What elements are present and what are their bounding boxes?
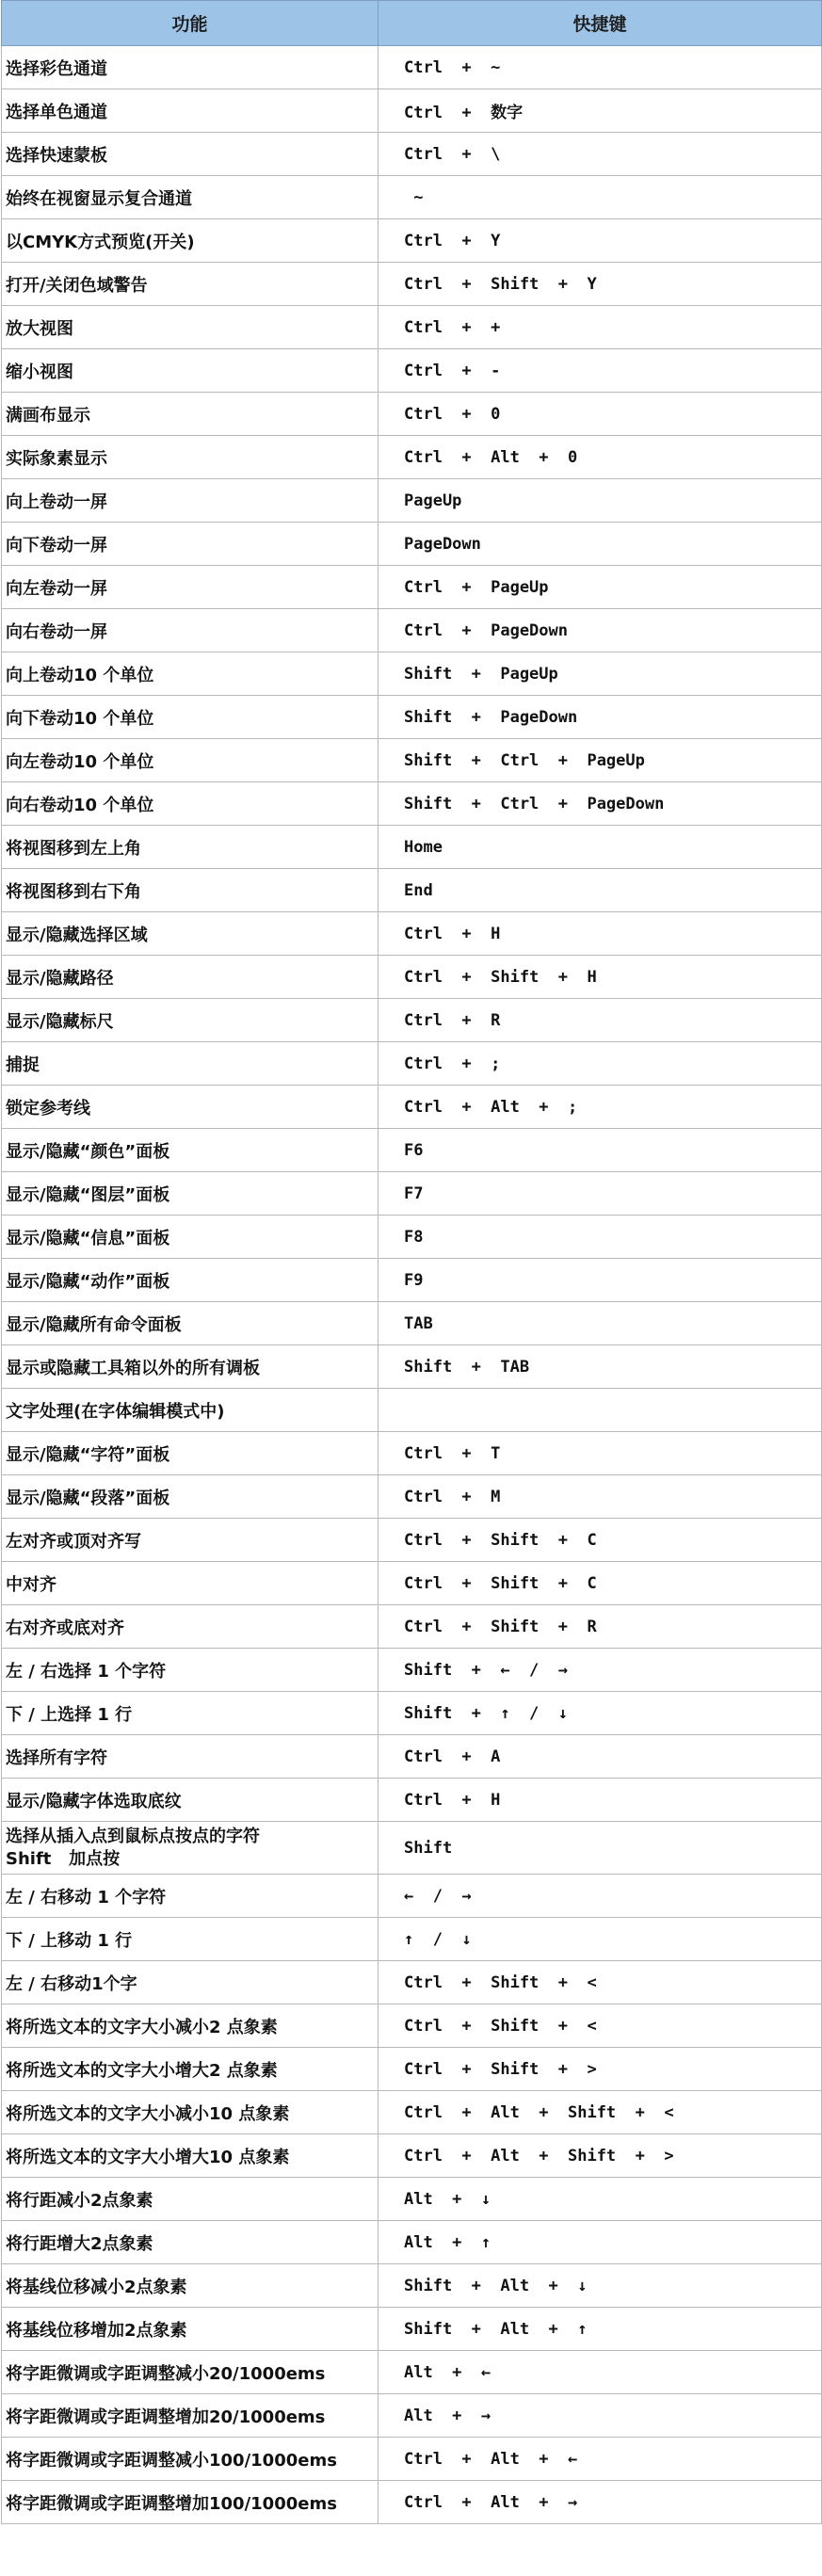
function-cell: 向左卷动10 个单位 <box>2 739 379 782</box>
function-cell: 将行距减小2点象素 <box>2 2178 379 2221</box>
table-row <box>2 263 822 306</box>
shortcut-cell: Ctrl + Alt + ← <box>379 2438 822 2481</box>
table-row <box>2 1475 822 1519</box>
table-row <box>2 566 822 609</box>
shortcut-cell: Home <box>379 826 822 869</box>
table-row <box>2 89 822 133</box>
table-row <box>2 652 822 696</box>
function-cell: 下 / 上移动 1 行 <box>2 1918 379 1961</box>
function-cell: 显示/隐藏标尺 <box>2 999 379 1042</box>
table-row <box>2 1875 822 1918</box>
table-row <box>2 2438 822 2481</box>
shortcut-cell: Ctrl + Alt + → <box>379 2481 822 2524</box>
shortcut-cell: Ctrl + H <box>379 1779 822 1822</box>
function-cell: 将视图移到左上角 <box>2 826 379 869</box>
shortcut-cell: Shift + Ctrl + PageDown <box>379 782 822 826</box>
shortcut-cell: Ctrl + Shift + R <box>379 1605 822 1649</box>
table-row <box>2 1822 822 1875</box>
table-row <box>2 2004 822 2048</box>
function-cell: 选择单色通道 <box>2 89 379 133</box>
shortcut-cell: Alt + ↓ <box>379 2178 822 2221</box>
shortcut-cell: Ctrl + Shift + C <box>379 1519 822 1562</box>
function-cell: 显示/隐藏“信息”面板 <box>2 1216 379 1259</box>
table-row <box>2 869 822 912</box>
shortcut-cell: Ctrl + Alt + Shift + > <box>379 2134 822 2178</box>
function-cell: 向下卷动一屏 <box>2 523 379 566</box>
function-cell: 左 / 右移动1个字 <box>2 1961 379 2004</box>
function-cell: 打开/关闭色域警告 <box>2 263 379 306</box>
shortcut-cell: TAB <box>379 1302 822 1345</box>
shortcut-cell: Ctrl + T <box>379 1432 822 1475</box>
table-row <box>2 1735 822 1779</box>
function-cell: 将视图移到右下角 <box>2 869 379 912</box>
table-row <box>2 1562 822 1605</box>
function-cell: 满画布显示 <box>2 393 379 436</box>
function-line-1: 选择从插入点到鼠标点按点的字符 <box>6 1826 260 1846</box>
shortcut-cell: Shift + TAB <box>379 1345 822 1389</box>
function-cell: 左对齐或顶对齐写 <box>2 1519 379 1562</box>
table-header-row <box>2 1 822 46</box>
shortcut-cell: PageUp <box>379 479 822 523</box>
shortcut-cell: Ctrl + Shift + < <box>379 1961 822 2004</box>
function-cell <box>2 1822 379 1875</box>
shortcut-cell: Shift + Alt + ↓ <box>379 2264 822 2308</box>
function-cell: 捕捉 <box>2 1042 379 1086</box>
shortcut-cell: Ctrl + Y <box>379 219 822 263</box>
shortcut-cell: Ctrl + - <box>379 349 822 393</box>
function-cell: 右对齐或底对齐 <box>2 1605 379 1649</box>
table-row <box>2 826 822 869</box>
shortcut-cell: Ctrl + ~ <box>379 46 822 89</box>
shortcut-cell: F8 <box>379 1216 822 1259</box>
shortcut-cell <box>379 1389 822 1432</box>
table-row <box>2 2308 822 2351</box>
function-cell: 向上卷动一屏 <box>2 479 379 523</box>
function-cell: 显示或隐藏工具箱以外的所有调板 <box>2 1345 379 1389</box>
function-cell: 显示/隐藏“动作”面板 <box>2 1259 379 1302</box>
function-cell: 显示/隐藏字体选取底纹 <box>2 1779 379 1822</box>
shortcut-cell: Ctrl + 数字 <box>379 89 822 133</box>
table-row <box>2 782 822 826</box>
table-row <box>2 393 822 436</box>
function-cell: 选择快速蒙板 <box>2 133 379 176</box>
shortcut-cell: Ctrl + Shift + Y <box>379 263 822 306</box>
shortcut-cell: F7 <box>379 1172 822 1216</box>
shortcut-column-header: 快捷键 <box>379 1 822 46</box>
shortcut-cell: Ctrl + + <box>379 306 822 349</box>
function-cell: 实际象素显示 <box>2 436 379 479</box>
table-row <box>2 176 822 219</box>
shortcut-cell: Ctrl + PageDown <box>379 609 822 652</box>
table-row <box>2 1042 822 1086</box>
table-row <box>2 696 822 739</box>
shortcut-cell: Shift <box>379 1822 822 1875</box>
shortcut-cell: ↑ / ↓ <box>379 1918 822 1961</box>
function-cell: 下 / 上选择 1 行 <box>2 1692 379 1735</box>
table-row <box>2 523 822 566</box>
shortcut-cell: Ctrl + H <box>379 912 822 956</box>
table-body <box>2 46 822 2524</box>
shortcut-cell: Ctrl + 0 <box>379 393 822 436</box>
table-row <box>2 306 822 349</box>
shortcut-cell: Shift + ← / → <box>379 1649 822 1692</box>
function-cell: 显示/隐藏“颜色”面板 <box>2 1129 379 1172</box>
shortcut-cell: Ctrl + Shift + H <box>379 956 822 999</box>
table-row <box>2 1432 822 1475</box>
shortcut-cell: Ctrl + A <box>379 1735 822 1779</box>
function-cell: 将基线位移减小2点象素 <box>2 2264 379 2308</box>
function-cell: 左 / 右移动 1 个字符 <box>2 1875 379 1918</box>
function-cell: 将所选文本的文字大小增大10 点象素 <box>2 2134 379 2178</box>
function-cell: 显示/隐藏“字符”面板 <box>2 1432 379 1475</box>
table-row <box>2 1692 822 1735</box>
function-cell: 将所选文本的文字大小增大2 点象素 <box>2 2048 379 2091</box>
table-row <box>2 1259 822 1302</box>
table-row <box>2 46 822 89</box>
shortcut-cell: Alt + → <box>379 2394 822 2438</box>
function-cell: 将行距增大2点象素 <box>2 2221 379 2264</box>
shortcut-cell: Ctrl + M <box>379 1475 822 1519</box>
table-row <box>2 956 822 999</box>
shortcut-cell: Shift + PageDown <box>379 696 822 739</box>
function-cell: 将所选文本的文字大小减小2 点象素 <box>2 2004 379 2048</box>
table-row <box>2 1129 822 1172</box>
function-cell: 放大视图 <box>2 306 379 349</box>
table-row <box>2 739 822 782</box>
function-cell: 将所选文本的文字大小减小10 点象素 <box>2 2091 379 2134</box>
table-row <box>2 2394 822 2438</box>
function-cell: 选择所有字符 <box>2 1735 379 1779</box>
function-cell: 显示/隐藏路径 <box>2 956 379 999</box>
table-row <box>2 1649 822 1692</box>
function-cell: 向右卷动10 个单位 <box>2 782 379 826</box>
shortcut-cell: Ctrl + ; <box>379 1042 822 1086</box>
shortcut-cell: Ctrl + Shift + < <box>379 2004 822 2048</box>
table-row <box>2 1216 822 1259</box>
function-cell: 显示/隐藏选择区域 <box>2 912 379 956</box>
table-row <box>2 999 822 1042</box>
function-cell: 锁定参考线 <box>2 1086 379 1129</box>
table-row <box>2 2048 822 2091</box>
function-cell: 将基线位移增加2点象素 <box>2 2308 379 2351</box>
function-cell: 将字距微调或字距调整减小100/1000ems <box>2 2438 379 2481</box>
function-cell: 将字距微调或字距调整增加100/1000ems <box>2 2481 379 2524</box>
table-row <box>2 349 822 393</box>
table-row <box>2 2091 822 2134</box>
table-row <box>2 1345 822 1389</box>
table-row <box>2 479 822 523</box>
table-row <box>2 2481 822 2524</box>
shortcut-cell: PageDown <box>379 523 822 566</box>
shortcut-cell: Shift + Alt + ↑ <box>379 2308 822 2351</box>
table-row <box>2 609 822 652</box>
shortcut-cell: End <box>379 869 822 912</box>
function-line-2: Shift 加点按 <box>6 1848 121 1869</box>
table-row <box>2 1961 822 2004</box>
function-cell: 将字距微调或字距调整减小20/1000ems <box>2 2351 379 2394</box>
table-row <box>2 1519 822 1562</box>
function-cell: 文字处理(在字体编辑模式中) <box>2 1389 379 1432</box>
shortcut-cell: Ctrl + Alt + Shift + < <box>379 2091 822 2134</box>
function-cell: 显示/隐藏所有命令面板 <box>2 1302 379 1345</box>
function-cell: 显示/隐藏“图层”面板 <box>2 1172 379 1216</box>
function-cell: 始终在视窗显示复合通道 <box>2 176 379 219</box>
shortcut-cell: Ctrl + R <box>379 999 822 1042</box>
function-cell: 选择彩色通道 <box>2 46 379 89</box>
table-row <box>2 2264 822 2308</box>
shortcut-cell: ← / → <box>379 1875 822 1918</box>
shortcut-cell: F9 <box>379 1259 822 1302</box>
table-row <box>2 436 822 479</box>
shortcut-cell: Ctrl + Alt + ; <box>379 1086 822 1129</box>
function-cell: 中对齐 <box>2 1562 379 1605</box>
shortcut-cell: Shift + ↑ / ↓ <box>379 1692 822 1735</box>
function-cell: 向上卷动10 个单位 <box>2 652 379 696</box>
shortcut-cell: F6 <box>379 1129 822 1172</box>
shortcut-cell: Ctrl + \ <box>379 133 822 176</box>
shortcut-cell: Ctrl + Alt + 0 <box>379 436 822 479</box>
table-row <box>2 1918 822 1961</box>
shortcut-cell: Alt + ← <box>379 2351 822 2394</box>
function-cell: 以CMYK方式预览(开关) <box>2 219 379 263</box>
table-row <box>2 1779 822 1822</box>
shortcut-cell: Ctrl + PageUp <box>379 566 822 609</box>
table-row <box>2 1605 822 1649</box>
table-row <box>2 912 822 956</box>
shortcut-cell: Ctrl + Shift + > <box>379 2048 822 2091</box>
table-row <box>2 2351 822 2394</box>
table-row <box>2 1302 822 1345</box>
table-row <box>2 133 822 176</box>
shortcut-cell: Shift + PageUp <box>379 652 822 696</box>
function-cell: 左 / 右选择 1 个字符 <box>2 1649 379 1692</box>
function-cell: 将字距微调或字距调整增加20/1000ems <box>2 2394 379 2438</box>
shortcut-cell: Alt + ↑ <box>379 2221 822 2264</box>
table-row <box>2 1172 822 1216</box>
function-cell: 缩小视图 <box>2 349 379 393</box>
function-cell: 显示/隐藏“段落”面板 <box>2 1475 379 1519</box>
table-row <box>2 2221 822 2264</box>
shortcut-cell: ~ <box>379 176 822 219</box>
table-row <box>2 2134 822 2178</box>
function-cell: 向下卷动10 个单位 <box>2 696 379 739</box>
shortcut-cell: Shift + Ctrl + PageUp <box>379 739 822 782</box>
table-row <box>2 1389 822 1432</box>
function-cell: 向左卷动一屏 <box>2 566 379 609</box>
function-cell: 向右卷动一屏 <box>2 609 379 652</box>
table-row <box>2 1086 822 1129</box>
table-row <box>2 2178 822 2221</box>
table-row <box>2 219 822 263</box>
shortcut-table <box>1 0 822 2524</box>
shortcut-cell: Ctrl + Shift + C <box>379 1562 822 1605</box>
function-column-header: 功能 <box>2 1 379 46</box>
